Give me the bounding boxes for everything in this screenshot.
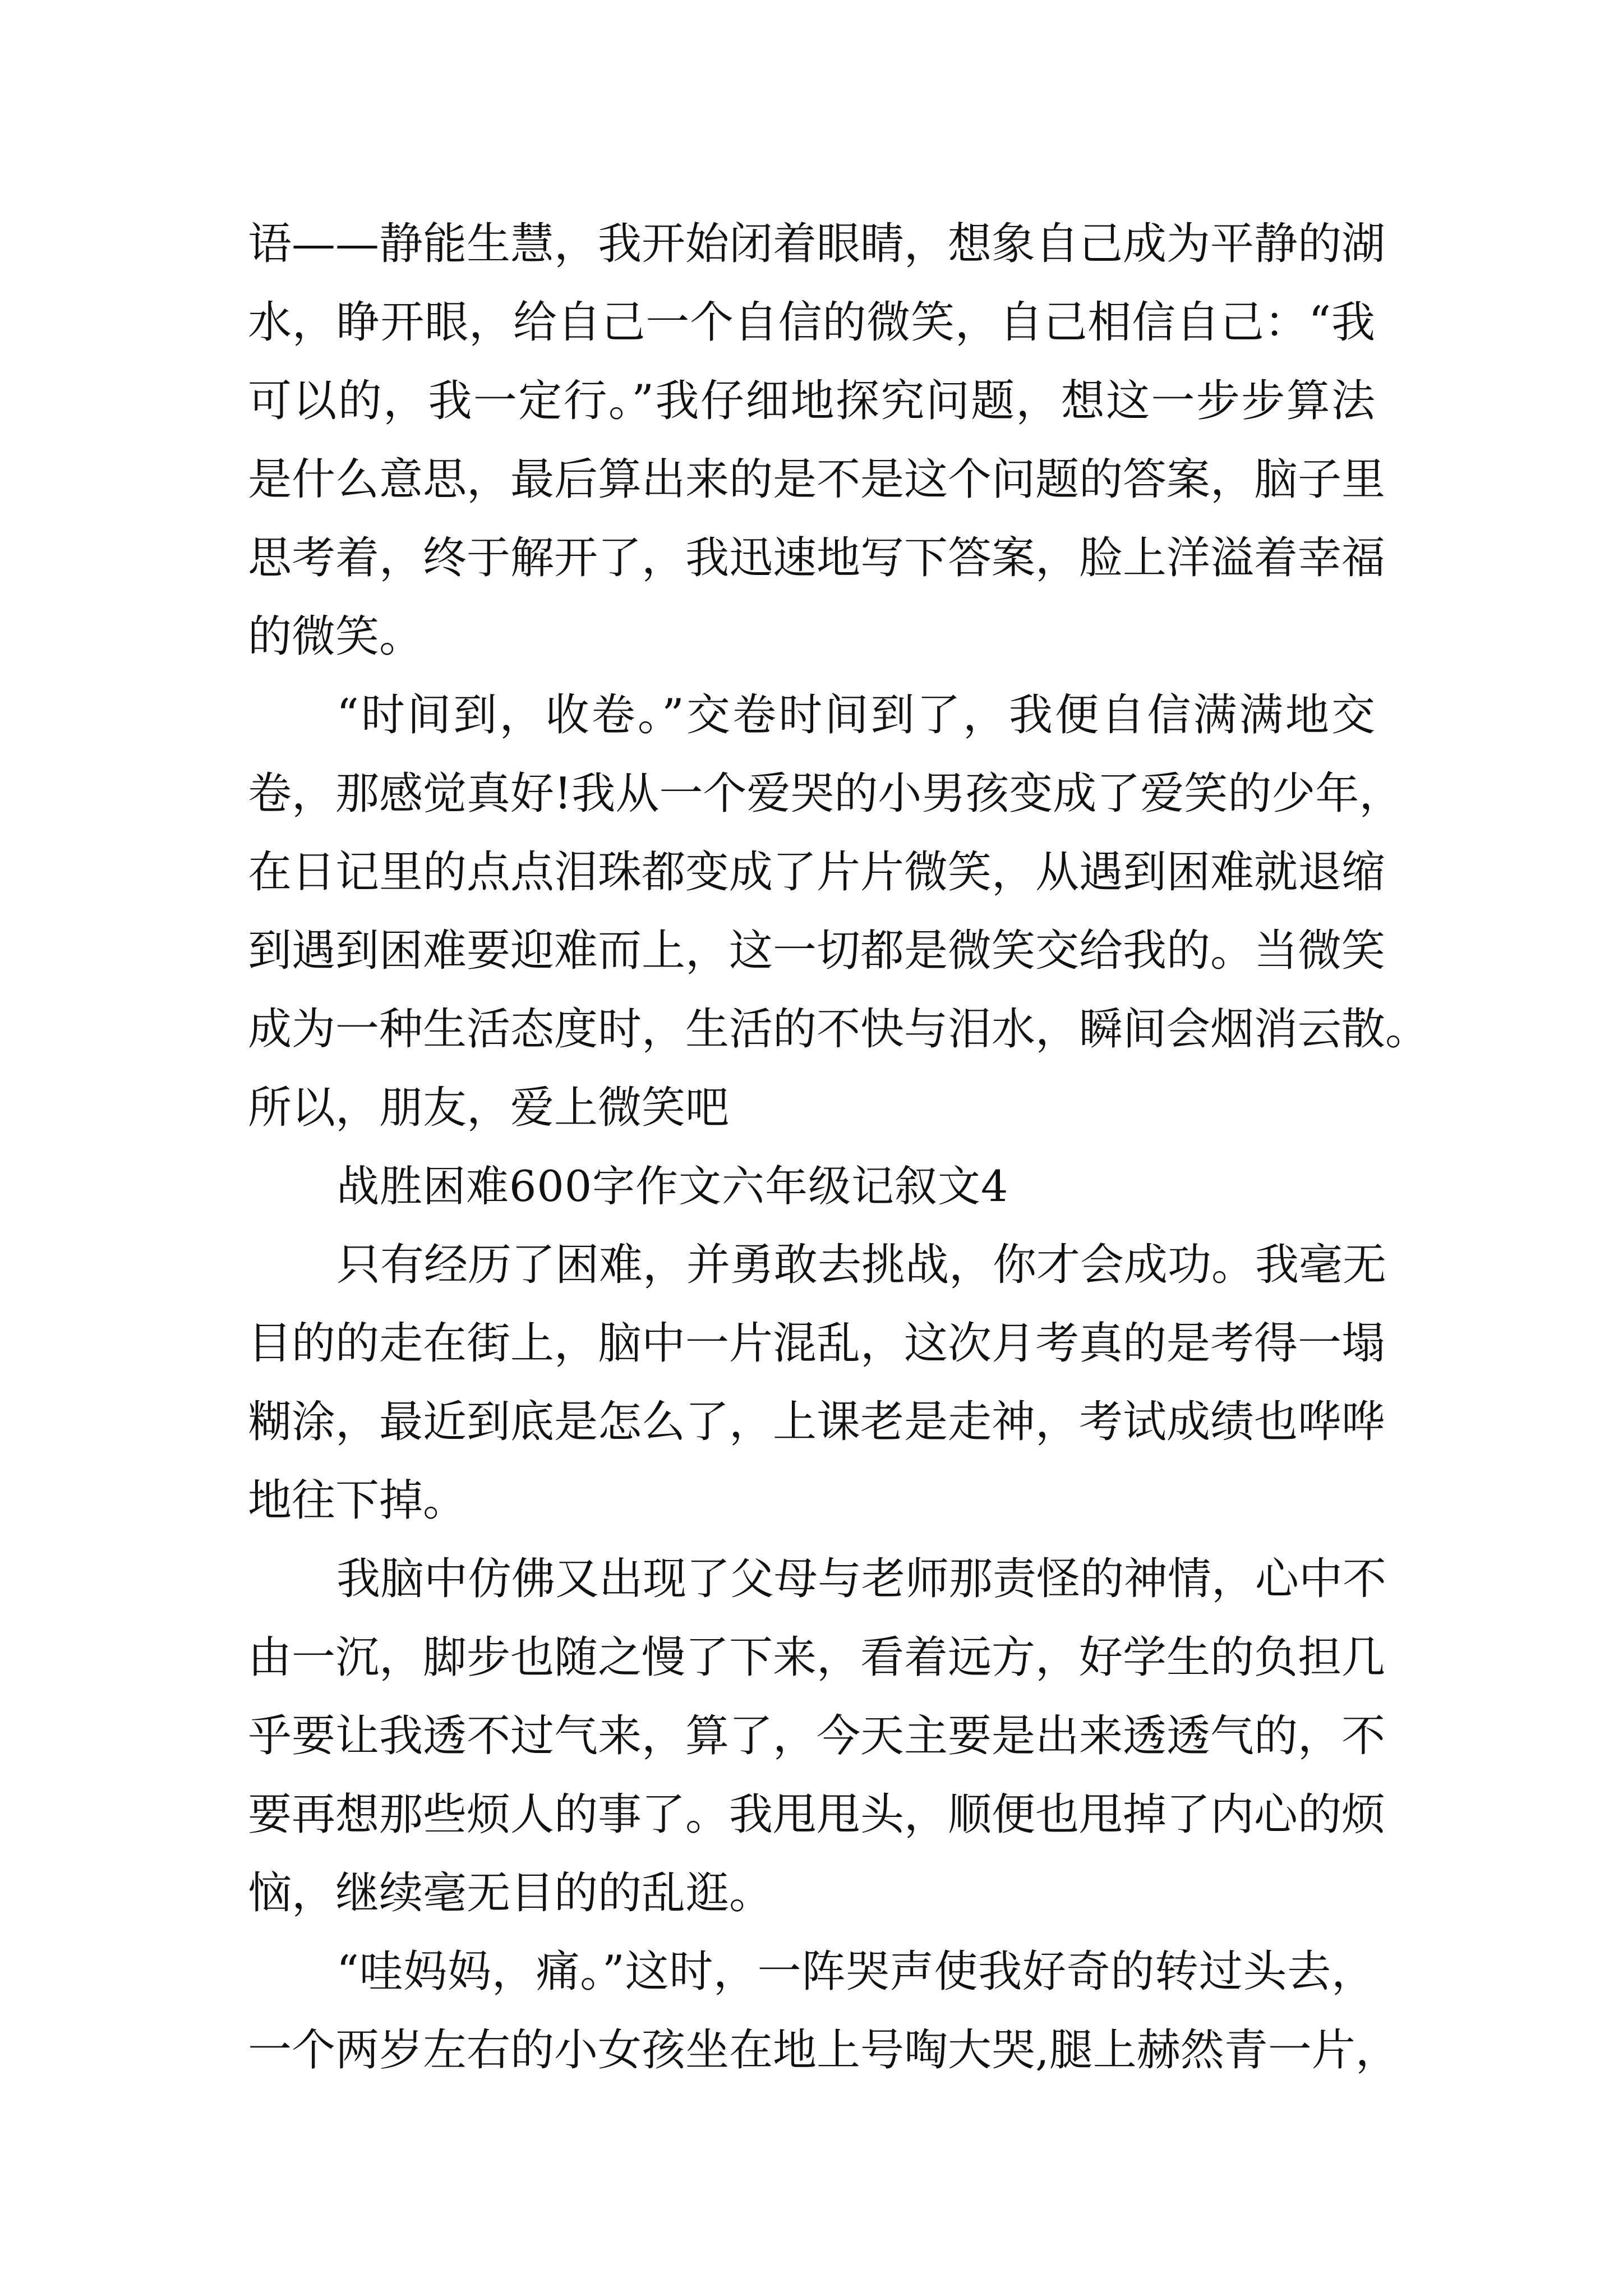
paragraph-1-line-5: 思考着，终于解开了，我迅速地写下答案，脸上洋溢着幸福 — [248, 533, 1386, 583]
paragraph-4-line-1: 我脑中仿佛又出现了父母与老师那责怪的神情，心中不 — [336, 1554, 1387, 1604]
paragraph-1-line-3: 可以的，我一定行。”我仔细地探究问题，想这一步步算法 — [248, 376, 1375, 426]
paragraph-3-line-2: 目的的走在街上，脑中一片混乱，这次月考真的是考得一塌 — [248, 1318, 1386, 1369]
paragraph-2-line-6: 所以，朋友，爱上微笑吧 — [248, 1083, 730, 1133]
section-title: 战胜困难600字作文六年级记叙文4 — [336, 1161, 1009, 1211]
paragraph-2-line-2: 卷，那感觉真好!我从一个爱哭的小男孩变成了爱笑的少年， — [248, 769, 1403, 819]
paragraph-1-line-1: 语——静能生慧，我开始闭着眼睛，想象自己成为平静的湖 — [248, 219, 1386, 269]
paragraph-3-line-4: 地往下掉。 — [248, 1475, 467, 1526]
paragraph-3-line-1: 只有经历了困难，并勇敢去挑战，你才会成功。我毫无 — [336, 1240, 1387, 1290]
paragraph-5-line-1: “哇妈妈，痛。”这时，一阵哭声使我好奇的转过头去， — [336, 1947, 1375, 1997]
paragraph-2-line-3: 在日记里的点点泪珠都变成了片片微笑，从遇到困难就退缩 — [248, 847, 1386, 898]
paragraph-4-line-4: 要再想那些烦人的事了。我甩甩头，顺便也甩掉了内心的烦 — [248, 1789, 1386, 1840]
paragraph-2-line-4: 到遇到困难要迎难而上，这一切都是微笑交给我的。当微笑 — [248, 926, 1386, 976]
paragraph-2-line-1: “时间到，收卷。”交卷时间到了，我便自信满满地交 — [336, 690, 1375, 740]
paragraph-4-line-3: 乎要让我透不过气来，算了，今天主要是出来透透气的，不 — [248, 1711, 1386, 1761]
paragraph-2-line-5: 成为一种生活态度时，生活的不快与泪水，瞬间会烟消云散。 — [248, 1004, 1430, 1055]
paragraph-1-line-2: 水，睁开眼，给自己一个自信的微笑，自己相信自己：“我 — [248, 297, 1375, 348]
paragraph-1-line-6: 的微笑。 — [248, 611, 423, 662]
paragraph-4-line-2: 由一沉，脚步也随之慢了下来，看着远方，好学生的负担几 — [248, 1632, 1386, 1683]
paragraph-3-line-3: 糊涂，最近到底是怎么了，上课老是走神，考试成绩也哗哗 — [248, 1397, 1386, 1447]
paragraph-4-line-5: 恼，继续毫无目的的乱逛。 — [248, 1868, 773, 1918]
paragraph-5-line-2: 一个两岁左右的小女孩坐在地上号啕大哭,腿上赫然青一片， — [248, 2025, 1399, 2076]
paragraph-1-line-4: 是什么意思，最后算出来的是不是这个问题的答案，脑子里 — [248, 454, 1386, 505]
